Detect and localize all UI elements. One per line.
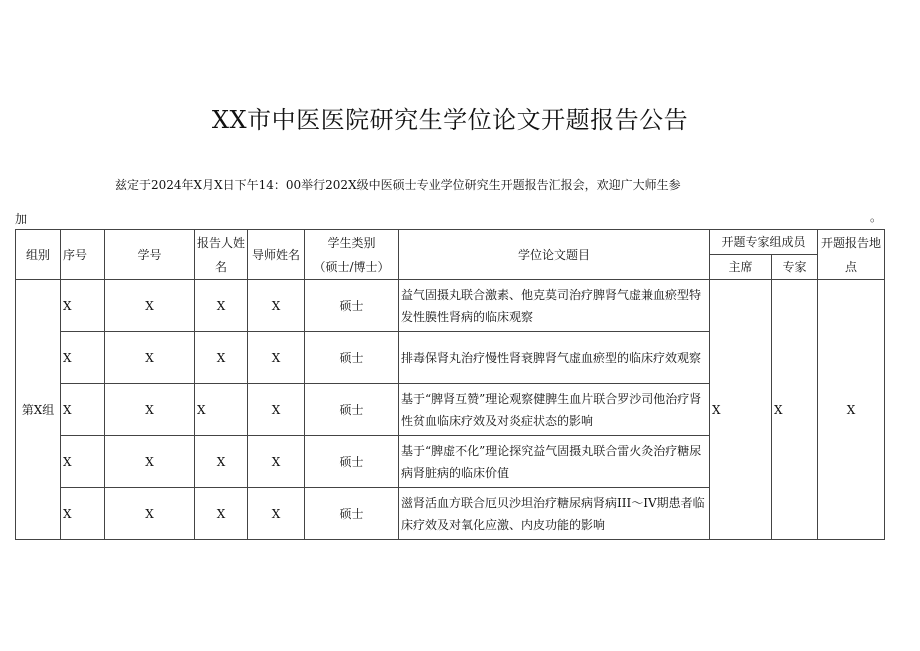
group-expert: X	[772, 280, 818, 540]
cell-advisor: X	[248, 436, 305, 488]
header-thesis-title: 学位论文题目	[399, 230, 710, 280]
cell-type: 硕士	[305, 436, 399, 488]
cell-advisor: X	[248, 384, 305, 436]
header-advisor-name: 导师姓名	[248, 230, 305, 280]
group-location: X	[818, 280, 885, 540]
cell-seq: X	[61, 384, 105, 436]
cell-reporter: X	[195, 280, 248, 332]
cell-topic: 益气固摄丸联合激素、他克莫司治疗脾肾气虚兼血瘀型特发性膜性肾病的临床观察	[399, 280, 710, 332]
cell-student-id: X	[105, 436, 195, 488]
header-row	[16, 230, 885, 255]
announcement-text-continued: 加	[15, 212, 28, 226]
cell-reporter: X	[195, 488, 248, 540]
header-group: 组别	[16, 230, 61, 280]
announcement-text: 兹定于2024年X月X日下午14：00举行202X级中医硕士专业学位研究生开题报告汇报会，欢迎广大师生参	[115, 178, 681, 192]
header-location: 开题报告地点	[818, 230, 885, 280]
cell-student-id: X	[105, 384, 195, 436]
cell-seq: X	[61, 488, 105, 540]
group-chair: X	[710, 280, 772, 540]
cell-type: 硕士	[305, 488, 399, 540]
header-seq: 序号	[61, 230, 105, 280]
header-student-id: 学号	[105, 230, 195, 280]
header-student-type-sub: （硕士/博士）	[313, 259, 390, 274]
cell-seq: X	[61, 332, 105, 384]
cell-topic: 基于“脾虚不化”理论探究益气固摄丸联合雷火灸治疗糖尿病肾脏病的临床价值	[399, 436, 710, 488]
header-reporter-name: 报告人姓名	[195, 230, 248, 280]
cell-reporter: X	[195, 332, 248, 384]
cell-type: 硕士	[305, 332, 399, 384]
cell-reporter: X	[195, 384, 248, 436]
header-student-type-label: 学生类别	[327, 235, 376, 250]
cell-student-id: X	[105, 488, 195, 540]
table-row	[16, 280, 885, 332]
announcement-period: 。	[870, 210, 883, 224]
cell-student-id: X	[105, 332, 195, 384]
header-chair: 主席	[710, 255, 772, 280]
schedule-table	[15, 229, 885, 540]
cell-type: 硕士	[305, 384, 399, 436]
header-expert: 专家	[772, 255, 818, 280]
header-student-type	[305, 230, 399, 280]
cell-reporter: X	[195, 436, 248, 488]
cell-advisor: X	[248, 280, 305, 332]
cell-seq: X	[61, 280, 105, 332]
cell-seq: X	[61, 436, 105, 488]
cell-advisor: X	[248, 488, 305, 540]
header-expert-group: 开题专家组成员	[710, 230, 818, 255]
cell-topic: 滋肾活血方联合厄贝沙坦治疗糖尿病肾病III～IV期患者临床疗效及对氧化应激、内皮功能的影响	[399, 488, 710, 540]
cell-advisor: X	[248, 332, 305, 384]
group-name: 第X组	[16, 280, 61, 540]
cell-type: 硕士	[305, 280, 399, 332]
cell-student-id: X	[105, 280, 195, 332]
cell-topic: 排毒保肾丸治疗慢性肾衰脾肾气虚血瘀型的临床疗效观察	[399, 332, 710, 384]
cell-topic: 基于“脾肾互赞”理论观察健脾生血片联合罗沙司他治疗肾性贫血临床疗效及对炎症状态的影响	[399, 384, 710, 436]
page-title: XX市中医医院研究生学位论文开题报告公告	[211, 106, 689, 134]
